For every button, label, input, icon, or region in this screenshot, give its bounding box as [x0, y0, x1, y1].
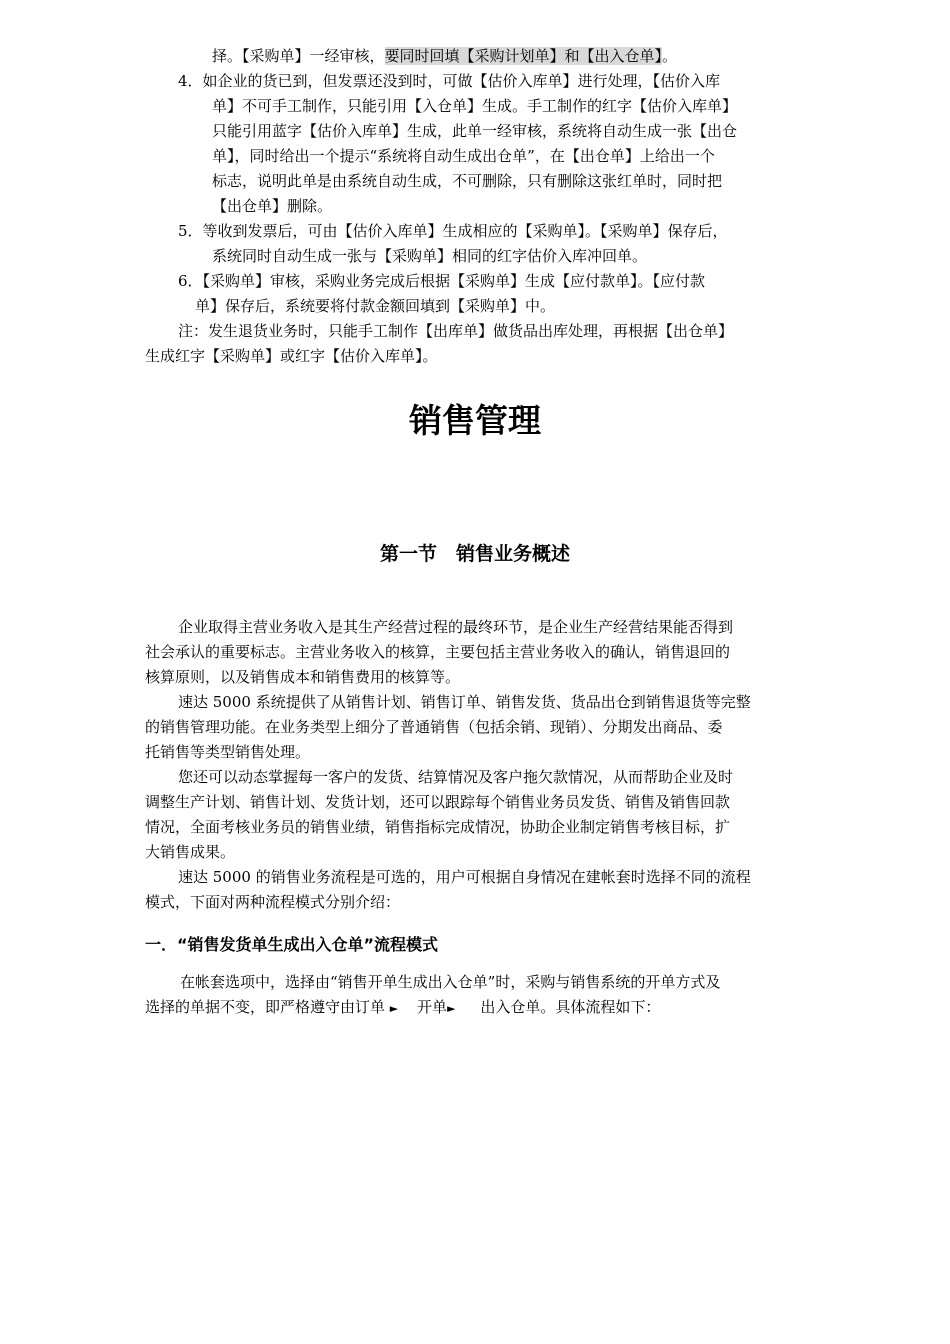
list-item-4-line: 单】，同时给出一个提示“系统将自动生成出仓单”，在【出仓单】上给出一个 — [212, 147, 715, 165]
text-run: 择。【采购单】一经审核， — [212, 47, 385, 65]
list-item-4-line: 只能引用蓝字【估价入库单】生成，此单一经审核，系统将自动生成一张【出仓 — [212, 122, 738, 140]
paragraph-line: 您还可以动态掌握每一客户的发货、结算情况及客户拖欠款情况，从而帮助企业及时 — [178, 768, 734, 786]
flow-description-line: 在帐套选项中，选择由“销售开单生成出入仓单”时，采购与销售系统的开单方式及 — [180, 973, 721, 991]
paragraph-line: 社会承认的重要标志。主营业务收入的核算，主要包括主营业务收入的确认，销售退回的 — [145, 643, 731, 661]
paragraph-line: 大销售成果。 — [145, 843, 236, 861]
list-item-3-continuation — [212, 44, 677, 69]
text-run: 。 — [662, 47, 678, 65]
list-item-5-line: 系统同时自动生成一张与【采购单】相同的红字估价入库冲回单。 — [212, 247, 648, 265]
flow-description-line — [145, 995, 660, 1021]
paragraph-line: 模式，下面对两种流程模式分别介绍： — [145, 893, 401, 911]
text-run: 选择的单据不变，即严格遵守由订单 — [145, 998, 386, 1016]
list-item-5-line: 5．等收到发票后，可由【估价入库单】生成相应的【采购单】。【采购单】保存后， — [178, 222, 728, 240]
paragraph-line: 的销售管理功能。在业务类型上细分了普通销售（包括余销、现销）、分期发出商品、委 — [145, 718, 723, 736]
paragraph-line: 托销售等类型销售处理。 — [145, 743, 311, 761]
arrow-icon: ► — [447, 1002, 456, 1015]
chapter-title: 销售管理 — [409, 401, 541, 440]
paragraph-line: 调整生产计划、销售计划、发货计划，还可以跟踪每个销售业务员发货、销售及销售回款 — [145, 793, 731, 811]
paragraph-line: 核算原则，以及销售成本和销售费用的核算等。 — [145, 668, 461, 686]
list-item-4-line: 【出仓单】删除。 — [212, 197, 333, 215]
text-run: 开单 — [417, 998, 448, 1016]
list-item-6-line: 6．【采购单】审核，采购业务完成后根据【采购单】生成【应付款单】。【应付款 — [178, 272, 706, 290]
list-item-6-line: 单】保存后，系统要将付款金额回填到【采购单】中。 — [195, 297, 556, 315]
paragraph-line: 企业取得主营业务收入是其生产经营过程的最终环节，是企业生产经营结果能否得到 — [178, 618, 734, 636]
arrow-icon: ► — [389, 1002, 399, 1015]
note-line: 注：发生退货业务时，只能手工制作【出库单】做货品出库处理，再根据【出仓单】 — [178, 322, 734, 340]
paragraph-line: 速达 5000 系统提供了从销售计划、销售订单、销售发货、货品出仓到销售退货等完整 — [178, 693, 751, 711]
list-item-4-line: 标志，说明此单是由系统自动生成，不可删除，只有删除这张红单时，同时把 — [212, 172, 723, 190]
paragraph-line: 情况，全面考核业务员的销售业绩，销售指标完成情况，协助企业制定销售考核目标，扩 — [145, 818, 731, 836]
list-item-4-line: 4．如企业的货已到，但发票还没到时，可做【估价入库单】进行处理，【估价入库 — [178, 72, 721, 90]
subsection-title: 一．“销售发货单生成出入仓单”流程模式 — [145, 935, 439, 954]
highlighted-text: 要同时回填【采购计划单】和【出入仓单】 — [384, 47, 663, 65]
list-item-4-line: 单】不可手工制作，只能引用【入仓单】生成。手工制作的红字【估价入库单】 — [212, 97, 738, 115]
text-run: 出入仓单。具体流程如下： — [480, 998, 661, 1016]
note-line: 生成红字【采购单】或红字【估价入库单】。 — [145, 347, 438, 365]
paragraph-line: 速达 5000 的销售业务流程是可选的，用户可根据自身情况在建帐套时选择不同的流程 — [178, 868, 751, 886]
section-title: 第一节 销售业务概述 — [379, 543, 570, 565]
